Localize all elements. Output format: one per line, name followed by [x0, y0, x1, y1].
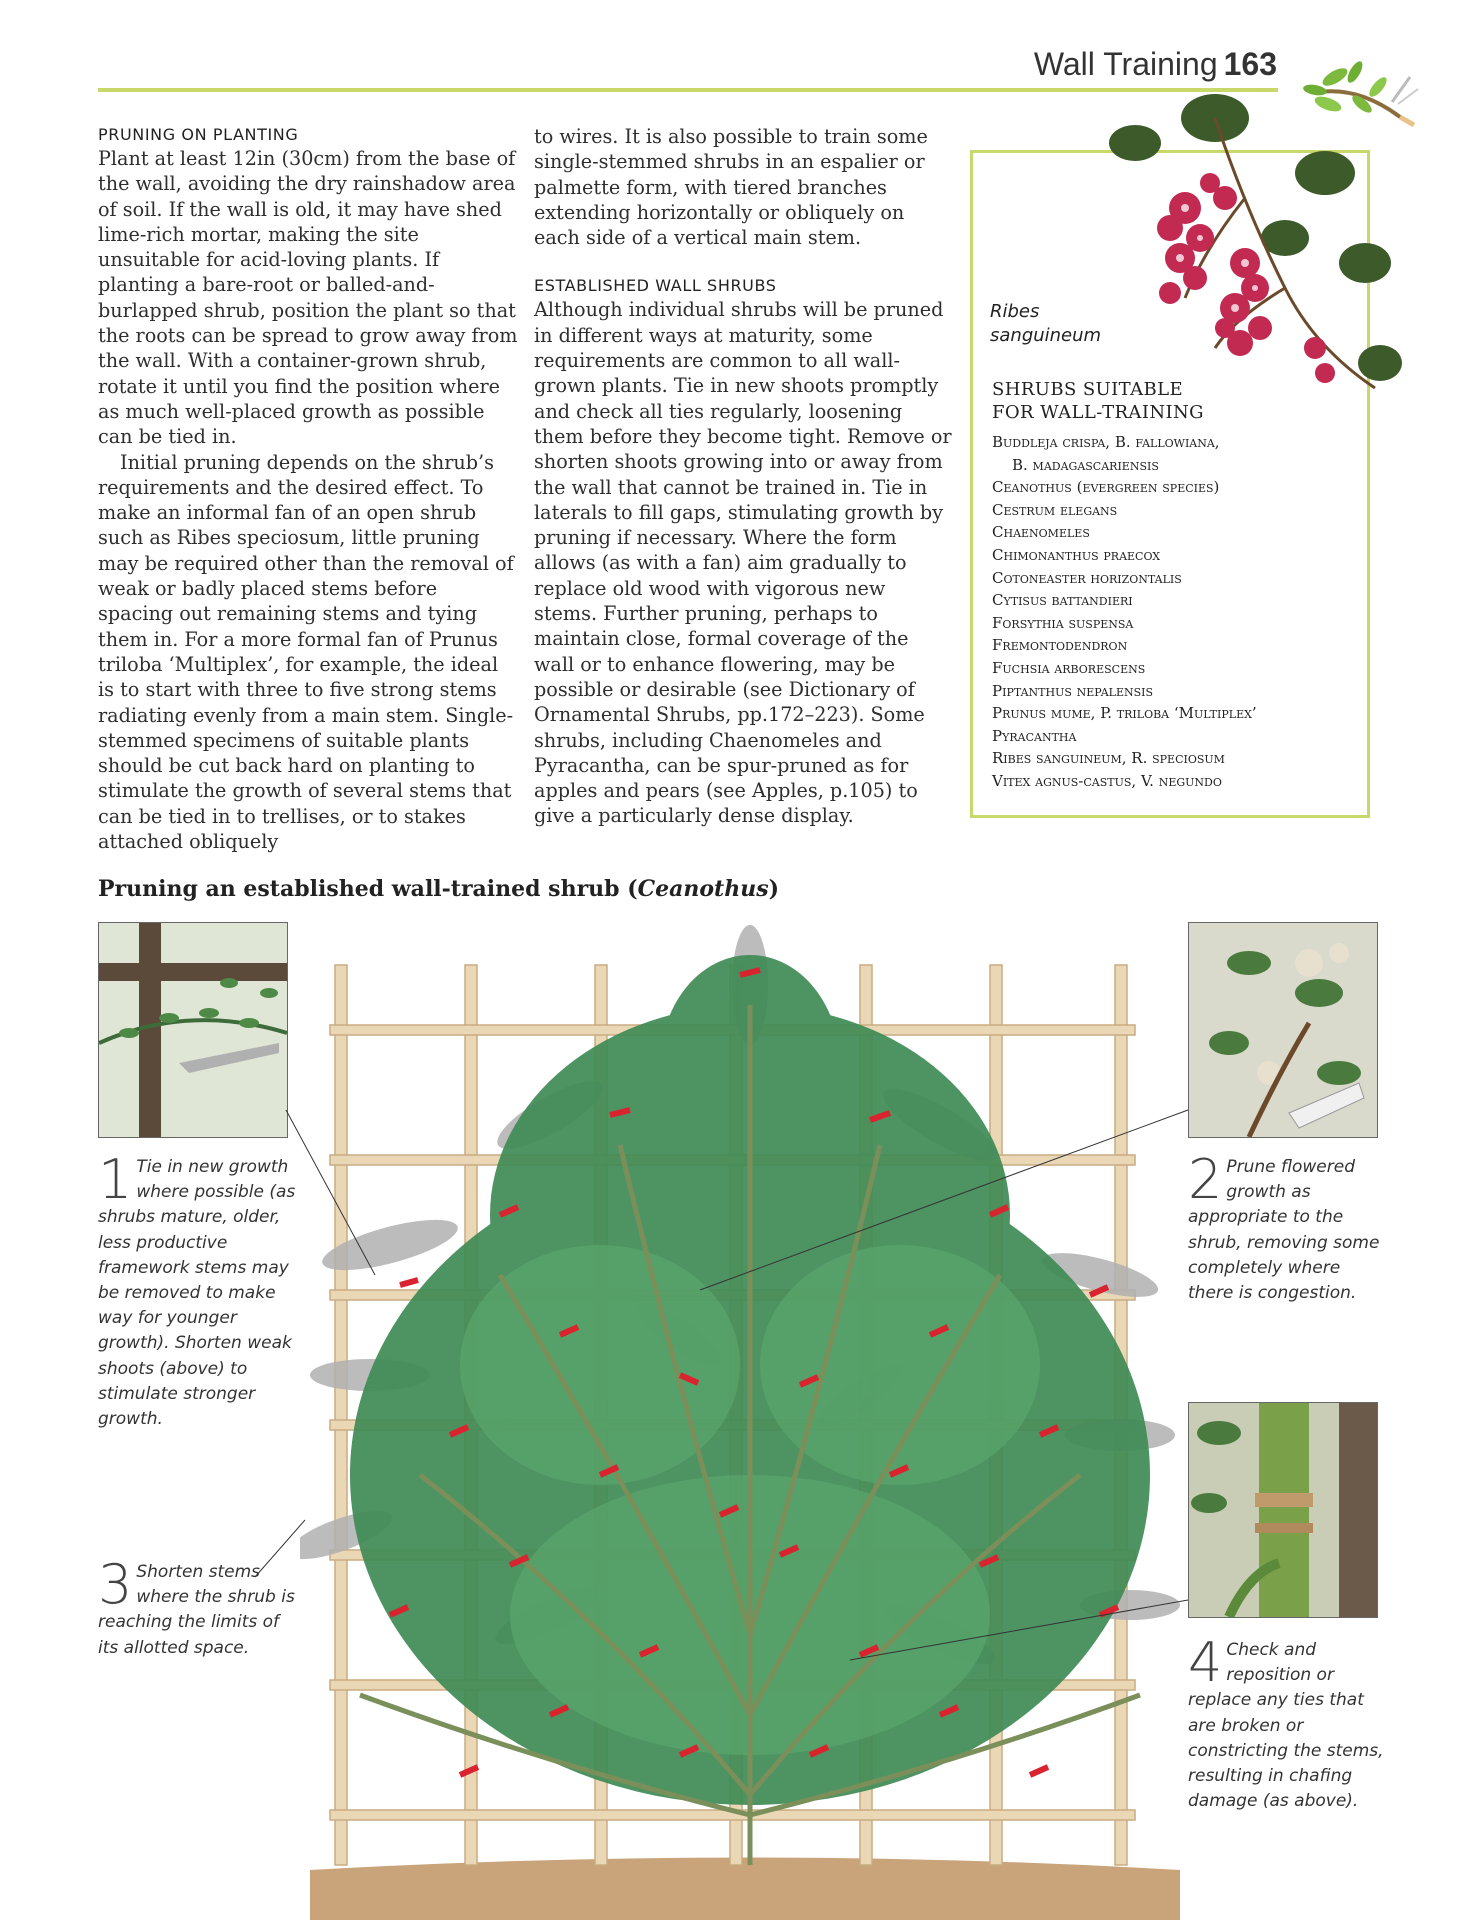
box-title: [992, 378, 1292, 424]
list-item: Cestrum elegans: [992, 500, 1118, 519]
list-item: Chimonanthus praecox: [992, 545, 1161, 564]
list-item: Vitex agnus-castus, V. negundo: [992, 771, 1222, 790]
callout-1: [98, 1148, 298, 1432]
text-column-1: [98, 124, 518, 854]
box-title-line: FOR WALL-TRAINING: [992, 402, 1204, 423]
callout-number: 3: [98, 1553, 133, 1616]
wall-trained-shrub-illustration: [300, 915, 1200, 1920]
page-number: 163: [1223, 46, 1277, 82]
list-item: Ceanothus (evergreen species): [992, 478, 1220, 497]
callout-number: 2: [1188, 1148, 1223, 1211]
soil-band: [310, 1858, 1180, 1920]
list-item: Fremontodendron: [992, 636, 1128, 655]
callout-3: [98, 1553, 298, 1661]
list-item: Cytisus battandieri: [992, 591, 1133, 610]
box-title-line: SHRUBS SUITABLE: [992, 379, 1183, 400]
callout-text: Tie in new growth where possible (as shrubs mature, older, less productive framework stems may be removed to make way for younger growth). Shorten weak shoots (above) to stimulate stronger growth.: [98, 1157, 296, 1430]
body-paragraph: Plant at least 12in (30cm) from the base of the wall, avoiding the dry rainshadow area of soil. If the wall is old, it may have shed lime-rich mortar, making the site unsuitable for acid-loving plants. If planting a bare-root or balled-and-burlapped shrub, position the plant so that the roots can be spread to grow away from the wall. With a container-grown shrub, rotate it until you find the position where as much well-placed growth as possible can be tied in.: [98, 147, 518, 449]
callout-number: 1: [98, 1148, 133, 1211]
list-item: Fuchsia arborescens: [992, 658, 1146, 677]
figure-title-text: Pruning an established wall-trained shrub (: [98, 876, 638, 902]
text-column-2: [534, 124, 954, 829]
list-item: B. madagascariensis: [1012, 455, 1159, 474]
list-item: Piptanthus nepalensis: [992, 681, 1154, 700]
body-paragraph: Initial pruning depends on the shrub’s requirements and the desired effect. To make an informal fan of an open shrub such as Ribes speciosum, little pruning may be required other than the removal of weak or badly placed stems before spacing out remaining stems and tying them in. For a more formal fan of Prunus triloba ‘Multiplex’, for example, the ideal is to start with three to five strong stems radiating evenly from a main stem. Single-stemmed specimens of suitable plants should be cut back hard on planting to stimulate the growth of several stems that can be tied in to trellises, or to stakes attached obliquely: [98, 450, 514, 854]
callout-4: [1188, 1631, 1388, 1814]
callout-text: Prune flowered growth as appropriate to the shrub, removing some completely where there is congestion.: [1188, 1157, 1380, 1304]
plant-list: [992, 431, 1362, 793]
inset-photo-prune-flowered: [1188, 922, 1378, 1138]
list-item: Chaenomeles: [992, 523, 1090, 542]
list-item: Cotoneaster horizontalis: [992, 568, 1182, 587]
list-item: Buddleja crispa, B. fallowiana,: [992, 433, 1220, 451]
list-item: Forsythia suspensa: [992, 613, 1134, 632]
callout-2: [1188, 1148, 1388, 1306]
callout-number: 4: [1188, 1631, 1223, 1694]
list-item: Pyracantha: [992, 726, 1077, 745]
inset-photo-tie-in: [98, 922, 288, 1138]
inset-photo-check-ties: [1188, 1402, 1378, 1618]
section-heading-established-wall-shrubs: ESTABLISHED WALL SHRUBS: [534, 276, 777, 296]
section-heading-pruning-on-planting: PRUNING ON PLANTING: [98, 125, 299, 144]
callout-text: Check and reposition or replace any ties that are broken or constricting the stems, resulting in chafing damage (as above).: [1188, 1640, 1384, 1812]
body-paragraph: Although individual shrubs will be pruned in different ways at maturity, some requirements are common to all wall-grown plants. Tie in new shoots promptly and check all ties regularly, loosening them before they become tight. Remove or shorten shoots growing into or away from the wall that cannot be trained in. Tie in laterals to fill gaps, stimulating growth by pruning if necessary. Where the form allows (as with a fan) aim gradually to replace old wood with vigorous new stems. Further pruning, perhaps to maintain close, formal coverage of the wall or to enhance flowering, may be possible or desirable (see Dictionary of Ornamental Shrubs, pp.172–223). Some shrubs, including Chaenomeles and Pyracantha, can be spur-pruned as for apples and pears (see Apples, p.105) to give a particularly dense display.: [534, 298, 952, 828]
figure-title-italic: Ceanothus: [637, 876, 769, 902]
figure-title-end: ): [768, 876, 779, 902]
section-title: Wall Training: [1033, 46, 1218, 82]
callout-text: Shorten stems where the shrub is reaching the limits of its allotted space.: [98, 1562, 295, 1658]
body-paragraph: to wires. It is also possible to train some single-stemmed shrubs in an espalier or palmette form, with tiered branches extending horizontally or obliquely on each side of a vertical main stem.: [534, 125, 928, 250]
list-item: Ribes sanguineum, R. speciosum: [992, 749, 1225, 768]
running-header: [1034, 46, 1277, 83]
list-item: Prunus mume, P. triloba ‘Multiplex’: [992, 704, 1257, 723]
figure-title: [98, 876, 779, 902]
photo-caption: Ribes sanguineum: [990, 301, 1102, 346]
ribes-sanguineum-photo: [985, 88, 1405, 418]
